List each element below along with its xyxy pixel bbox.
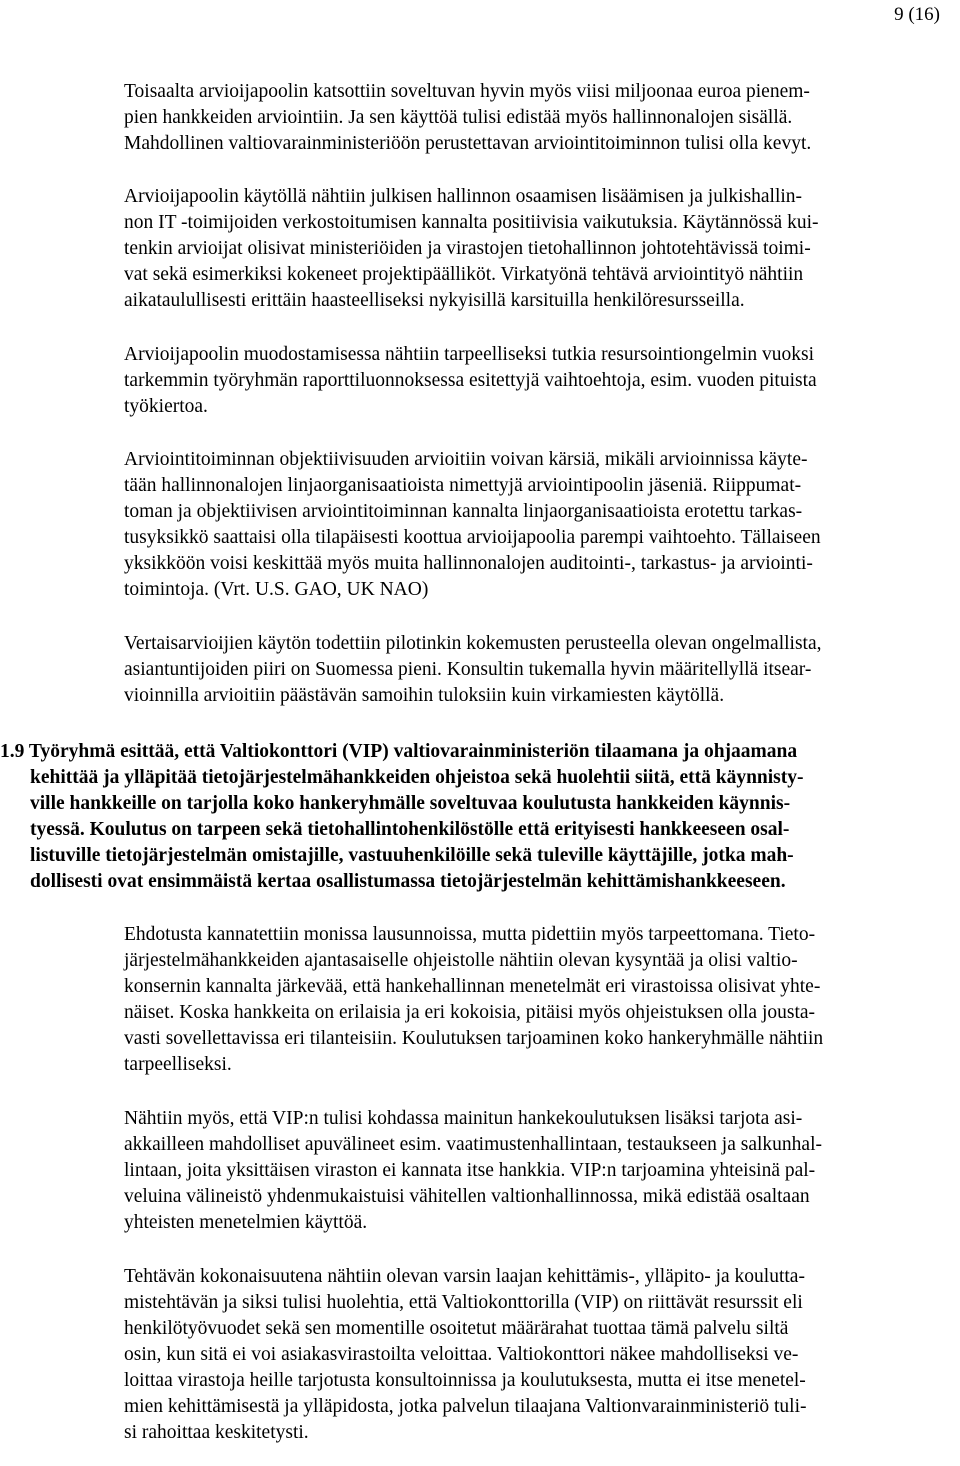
text-line: Mahdollinen valtiovarainministeriöön perustettavan arviointitoiminnon tulisi olla kevyt. [124,133,812,154]
text-line: Toisaalta arvioijapoolin katsottiin soveltuvan hyvin myös viisi miljoonaa euroa pienem- [124,81,810,102]
text-line: Ehdotusta kannatettiin monissa lausunnoissa, mutta pidettiin myös tarpeettomana. Tieto- [124,924,816,945]
text-line: Arvioijapoolin muodostamisessa nähtiin tarpeelliseksi tutkia resursointiongelmin vuoksi [124,344,814,365]
page-number: 9 (16) [894,4,940,25]
text-line: työkiertoa. [124,396,208,417]
text-line: veluina välineistö yhdenmukaistuisi vähitellen valtionhallinnossa, mikä edistää osaltaan [124,1186,810,1207]
text-line: osin, kun sitä ei voi asiakasvirastoilta veloittaa. Valtiokonttori näkee mahdolliseksi ve- [124,1344,799,1365]
text-line: pien hankkeiden arviointiin. Ja sen käyttöä tulisi edistää myös hallinnonalojen sisällä. [124,107,793,128]
text-line: näiset. Koska hankkeita on erilaisia ja eri kokoisia, pitäisi myös ohjeistuksen olla jousta- [124,1002,816,1023]
text-line: järjestelmähankkeiden ajantasaiselle ohjeistolle nähtiin olevan kysyntää ja olisi valtio- [124,950,798,971]
text-line: toman ja objektiivisen arviointitoiminnan kannalta linjaorganisaatioista erotettu tarkas- [124,501,803,522]
text-line: si rahoittaa keskitetysti. [124,1422,309,1443]
text-line: ville hankkeille on tarjolla koko hankeryhmälle soveltuvaa koulutusta hankkeiden käynnis- [30,793,791,814]
text-line: Arviointitoiminnan objektiivisuuden arvioitiin voivan kärsiä, mikäli arvioinnissa käyte- [124,449,808,470]
text-line: Arvioijapoolin käytöllä nähtiin julkisen hallinnon osaamisen lisäämisen ja julkishallin- [124,186,803,207]
text-line: tarpeelliseksi. [124,1054,232,1075]
text-line: tarkemmin työryhmän raporttiluonnoksessa esitettyjä vaihtoehtoja, esim. vuoden pituista [124,370,817,391]
text-line: mien kehittämisestä ja ylläpidosta, jotka palvelun tilaajana Valtionvarainministeriö tuli- [124,1396,807,1417]
text-line: mistehtävän ja siksi tulisi huolehtia, että Valtiokonttorilla (VIP) on riittävät resurssit eli [124,1292,803,1313]
text-line: vasti sovellettavissa eri tilanteisiin. Koulutuksen tarjoaminen koko hankeryhmälle nähtiin [124,1028,824,1049]
text-line: tyessä. Koulutus on tarpeen sekä tietohallintohenkilöstölle että erityisesti hankkeeseen osal- [30,819,790,840]
text-line: Nähtiin myös, että VIP:n tulisi kohdassa mainitun hankekoulutuksen lisäksi tarjota asi- [124,1108,803,1129]
text-line: yhteisten menetelmien käyttöä. [124,1212,368,1233]
text-line: vat sekä esimerkiksi kokeneet projektipäälliköt. Virkatyönä tehtävä arviointityö nähtiin [124,264,804,285]
text-line: tenkin arvioijat olisivat ministeriöiden ja virastojen tietohallinnon johtotehtävissä toimi- [124,238,811,259]
text-line: yksikköön voisi keskittää myös muita hallinnonalojen auditointi-, tarkastus- ja arviointi- [124,553,813,574]
text-line: Vertaisarvioijien käytön todettiin pilotinkin kokemusten perusteella olevan ongelmallista, [124,633,822,654]
text-line: konsernin kannalta järkevää, että hankehallinnan menetelmät eri virastoissa olisivat yhte- [124,976,821,997]
section-heading-line: 1.9 Työryhmä esittää, että Valtiokonttori (VIP) valtiovarainministeriön tilaamana ja ohjaamana [0,741,798,762]
text-line: aikataulullisesti erittäin haasteelliseksi nykyisillä karsituilla henkilöresursseilla. [124,290,745,311]
text-line: tusyksikkö saattaisi olla tilapäisesti koottua arvioijapoolia parempi vaihtoehto. Tällaiseen [124,527,821,548]
text-line: toimintoja. (Vrt. U.S. GAO, UK NAO) [124,579,429,600]
text-line: akkailleen mahdolliset apuvälineet esim. vaatimustenhallintaan, testaukseen ja salkunhal- [124,1134,822,1155]
text-line: kehittää ja ylläpitää tietojärjestelmähankkeiden ohjeistoa sekä huolehtii siitä, että käynnisty- [30,767,804,788]
text-line: non IT -toimijoiden verkostoitumisen kannalta positiivisia vaikutuksia. Käytännössä kui- [124,212,819,233]
text-line: tään hallinnonalojen linjaorganisaatioista nimettyjä arviointipoolin jäseniä. Riippumat- [124,475,802,496]
text-line: dollisesti ovat ensimmäistä kertaa osallistumassa tietojärjestelmän kehittämishankkeeseen. [30,871,786,892]
text-line: Tehtävän kokonaisuutena nähtiin olevan varsin laajan kehittämis-, ylläpito- ja koulutta- [124,1266,805,1287]
text-line: lintaan, joita yksittäisen viraston ei kannata itse hankkia. VIP:n tarjoamina yhteisinä pal- [124,1160,816,1181]
text-line: loittaa virastoja heille tarjotusta konsultoinnissa ja koulutuksesta, mutta ei itse menetel- [124,1370,806,1391]
text-line: asiantuntijoiden piiri on Suomessa pieni. Konsultin tukemalla hyvin määritellyllä itsear- [124,659,812,680]
text-line: vioinnilla arvioitiin päästävän samoihin tuloksiin kuin virkamiesten käytöllä. [124,685,725,706]
text-line: henkilötyövuodet sekä sen momentille osoitetut määrärahat tuottaa tämä palvelu siltä [124,1318,789,1339]
text-line: listuville tietojärjestelmän omistajille, vastuuhenkilöille sekä tuleville käyttäjille, jotka mah- [30,845,794,866]
